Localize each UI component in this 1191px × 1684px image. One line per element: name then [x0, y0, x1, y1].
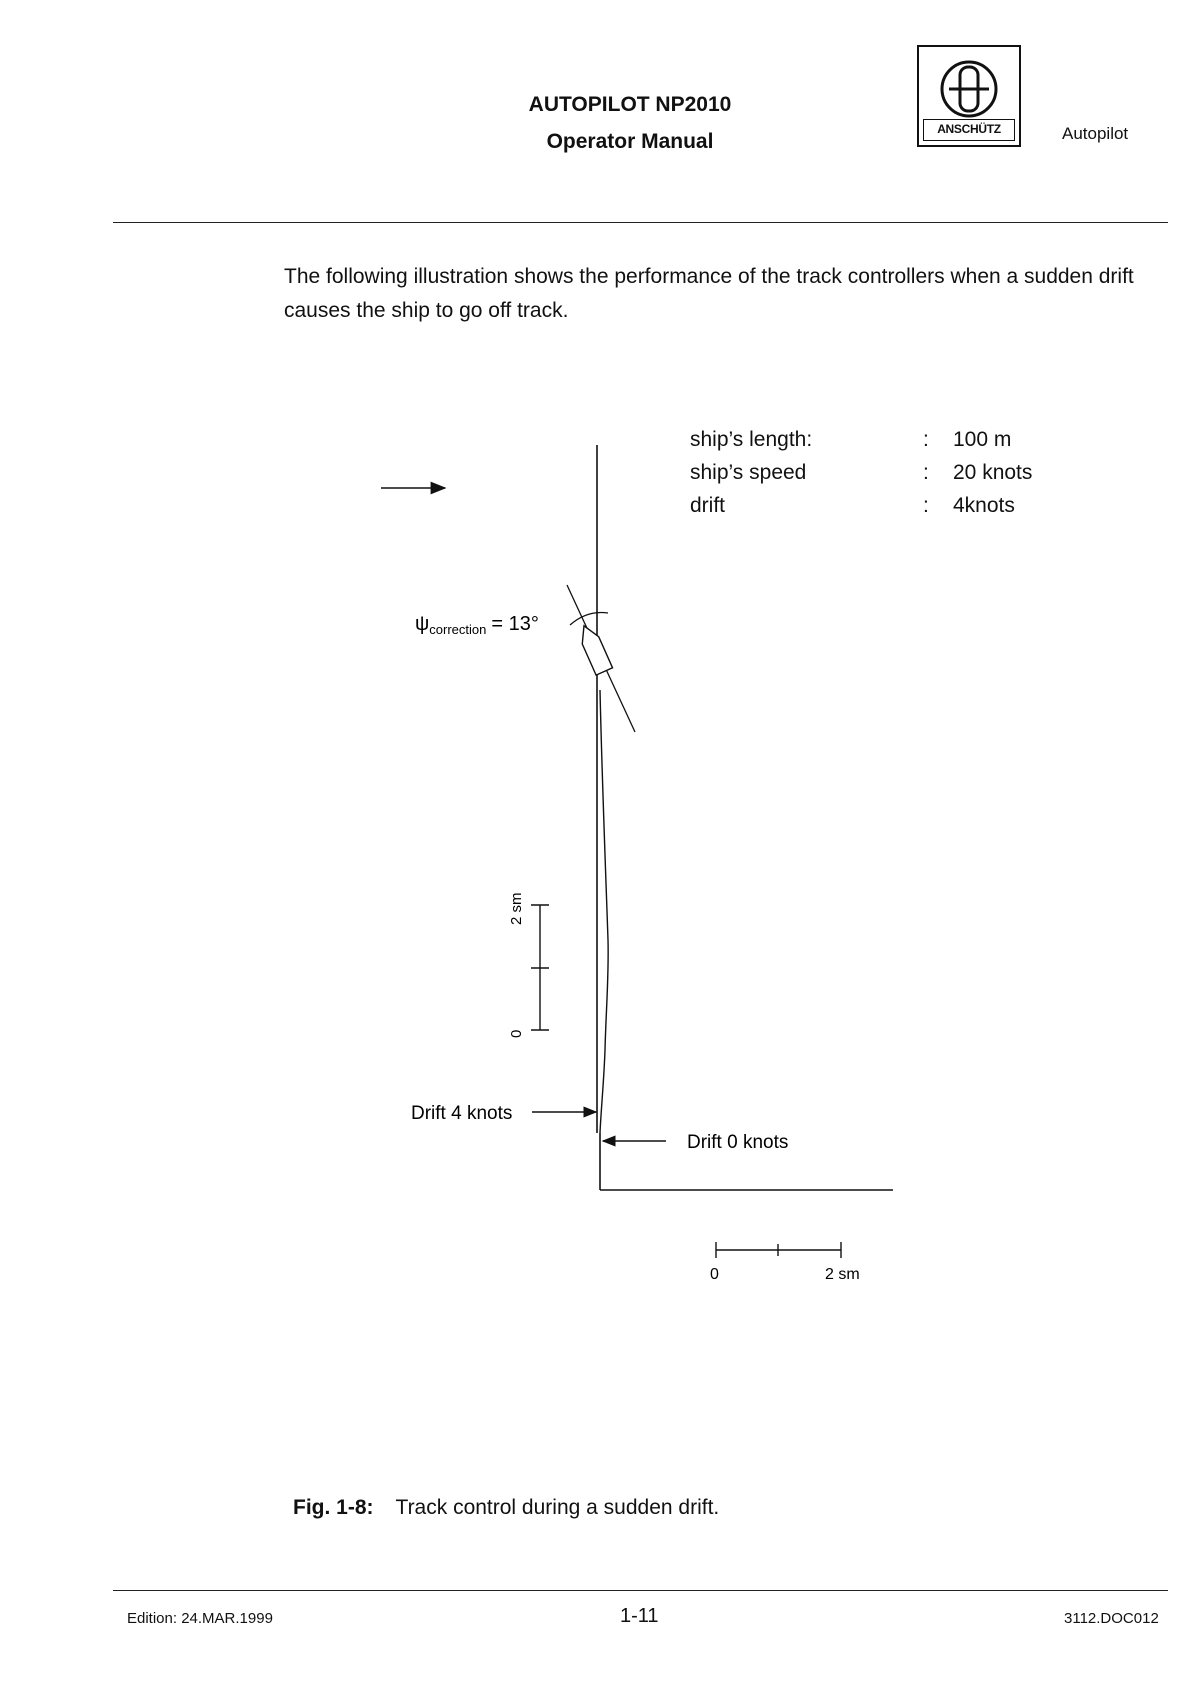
document-id: 3112.DOC012 — [1064, 1610, 1159, 1627]
section-name: Autopilot — [1062, 124, 1129, 143]
spec-length-sep: : — [923, 428, 929, 451]
correction-angle-arc — [570, 613, 608, 626]
spec-speed-sep: : — [923, 461, 929, 484]
page-number: 1-11 — [620, 1605, 659, 1627]
logo-label: ANSCHÜTZ — [923, 119, 1015, 141]
manual-subtitle: Operator Manual — [546, 130, 714, 153]
manual-title: AUTOPILOT NP2010 — [528, 93, 732, 116]
spec-speed-label: ship’s speed — [690, 461, 807, 484]
spec-length-value: 100 m — [953, 428, 1012, 451]
footer-divider — [113, 1590, 1168, 1591]
drift-on-label: Drift 4 knots — [411, 1103, 513, 1124]
intro-paragraph: The following illustration shows the performance of the track controllers when a sudden drift causes the ship to go off track. — [284, 265, 1134, 322]
spec-length-label: ship’s length: — [690, 428, 813, 451]
figure-caption-text: Track control during a sudden drift. — [395, 1496, 720, 1519]
figure-number: Fig. 1-8: — [293, 1496, 374, 1519]
psi-label: $\psi_{correction} = 13^\circ$ — [415, 613, 539, 637]
ship-icon — [576, 622, 613, 675]
edition-date: Edition: 24.MAR.1999 — [127, 1610, 273, 1627]
ship-track-curve — [600, 690, 608, 1133]
spec-speed-value: 20 knots — [953, 461, 1033, 484]
figure-caption — [293, 1496, 719, 1520]
vertical-scale-zero: 0 — [508, 1029, 525, 1038]
spec-drift-sep: : — [923, 494, 929, 517]
spec-drift-label: drift — [690, 494, 726, 517]
horizontal-scale-end: 2 sm — [825, 1266, 860, 1283]
spec-drift-value: 4knots — [953, 494, 1015, 517]
vertical-scale-end: 2 sm — [508, 892, 525, 925]
horizontal-scale-zero: 0 — [710, 1266, 719, 1283]
drift-off-label: Drift 0 knots — [687, 1132, 789, 1153]
